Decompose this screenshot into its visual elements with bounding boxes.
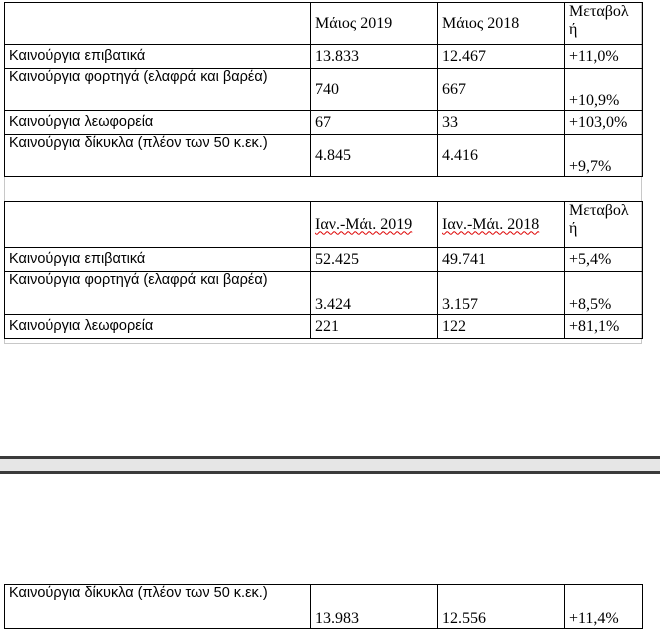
value-change: +81,1% — [565, 315, 643, 339]
row-label: Καινούργια επιβατικά — [5, 248, 311, 272]
value-change: +103,0% — [565, 111, 643, 135]
table-row — [5, 111, 643, 135]
value-change: +8,5% — [565, 272, 643, 315]
row-label: Καινούργια φορτηγά (ελαφρά και βαρέα) — [5, 272, 311, 315]
table-may — [4, 2, 643, 177]
table-row — [5, 135, 643, 177]
table-jan-may — [4, 201, 643, 339]
table-bottom — [4, 584, 643, 629]
table-row — [5, 272, 643, 315]
header-cell-empty — [5, 3, 311, 45]
table-row — [5, 248, 643, 272]
row-label: Καινούργια φορτηγά (ελαφρά και βαρέα) — [5, 69, 311, 111]
header-text: Ιαν.-Μάι. 2019 — [315, 215, 413, 233]
header-jan-may-2018 — [438, 202, 565, 248]
header-change: Μεταβολ ή — [565, 202, 643, 248]
value-2019: 740 — [311, 69, 438, 111]
value-change: +5,4% — [565, 248, 643, 272]
label-part-1: Καινούργια δίκυκλα (πλέον των 50 κ.εκ.) — [9, 135, 268, 151]
table-row — [5, 315, 643, 339]
row-label: Καινούργια λεωφορεία — [5, 111, 311, 135]
header-text: Ιαν.-Μάι. 2018 — [442, 215, 540, 233]
header-cell-empty — [5, 202, 311, 248]
value-2018: 3.157 — [438, 272, 565, 315]
value-2018: 33 — [438, 111, 565, 135]
header-jan-may-2019 — [311, 202, 438, 248]
value-2019: 67 — [311, 111, 438, 135]
value-2018: 4.416 — [438, 135, 565, 177]
value-2019: 3.424 — [311, 272, 438, 315]
page-break-separator — [0, 456, 660, 474]
table-header-row — [5, 202, 643, 248]
header-may-2018: Μάιος 2018 — [438, 3, 565, 45]
header-change: Μεταβολ ή — [565, 3, 643, 45]
value-2018: 12.467 — [438, 45, 565, 69]
value-2019: 13.833 — [311, 45, 438, 69]
row-label — [5, 135, 311, 177]
table-row — [5, 585, 643, 629]
value-change: +11,0% — [565, 45, 643, 69]
table-header-row — [5, 3, 643, 45]
row-label: Καινούργια δίκυκλα (πλέον των 50 κ.εκ.) — [5, 585, 311, 629]
value-2019: 4.845 — [311, 135, 438, 177]
value-change: +10,9% — [565, 69, 643, 111]
value-2018: 667 — [438, 69, 565, 111]
value-2019: 221 — [311, 315, 438, 339]
header-may-2019: Μάιος 2019 — [311, 3, 438, 45]
value-change: +11,4% — [565, 585, 643, 629]
value-2019: 13.983 — [311, 585, 438, 629]
value-change: +9,7% — [565, 135, 643, 177]
row-label: Καινούργια επιβατικά — [5, 45, 311, 69]
value-2018: 12.556 — [438, 585, 565, 629]
value-2018: 122 — [438, 315, 565, 339]
table-row — [5, 45, 643, 69]
row-label: Καινούργια λεωφορεία — [5, 315, 311, 339]
value-2019: 52.425 — [311, 248, 438, 272]
table-row — [5, 69, 643, 111]
value-2018: 49.741 — [438, 248, 565, 272]
